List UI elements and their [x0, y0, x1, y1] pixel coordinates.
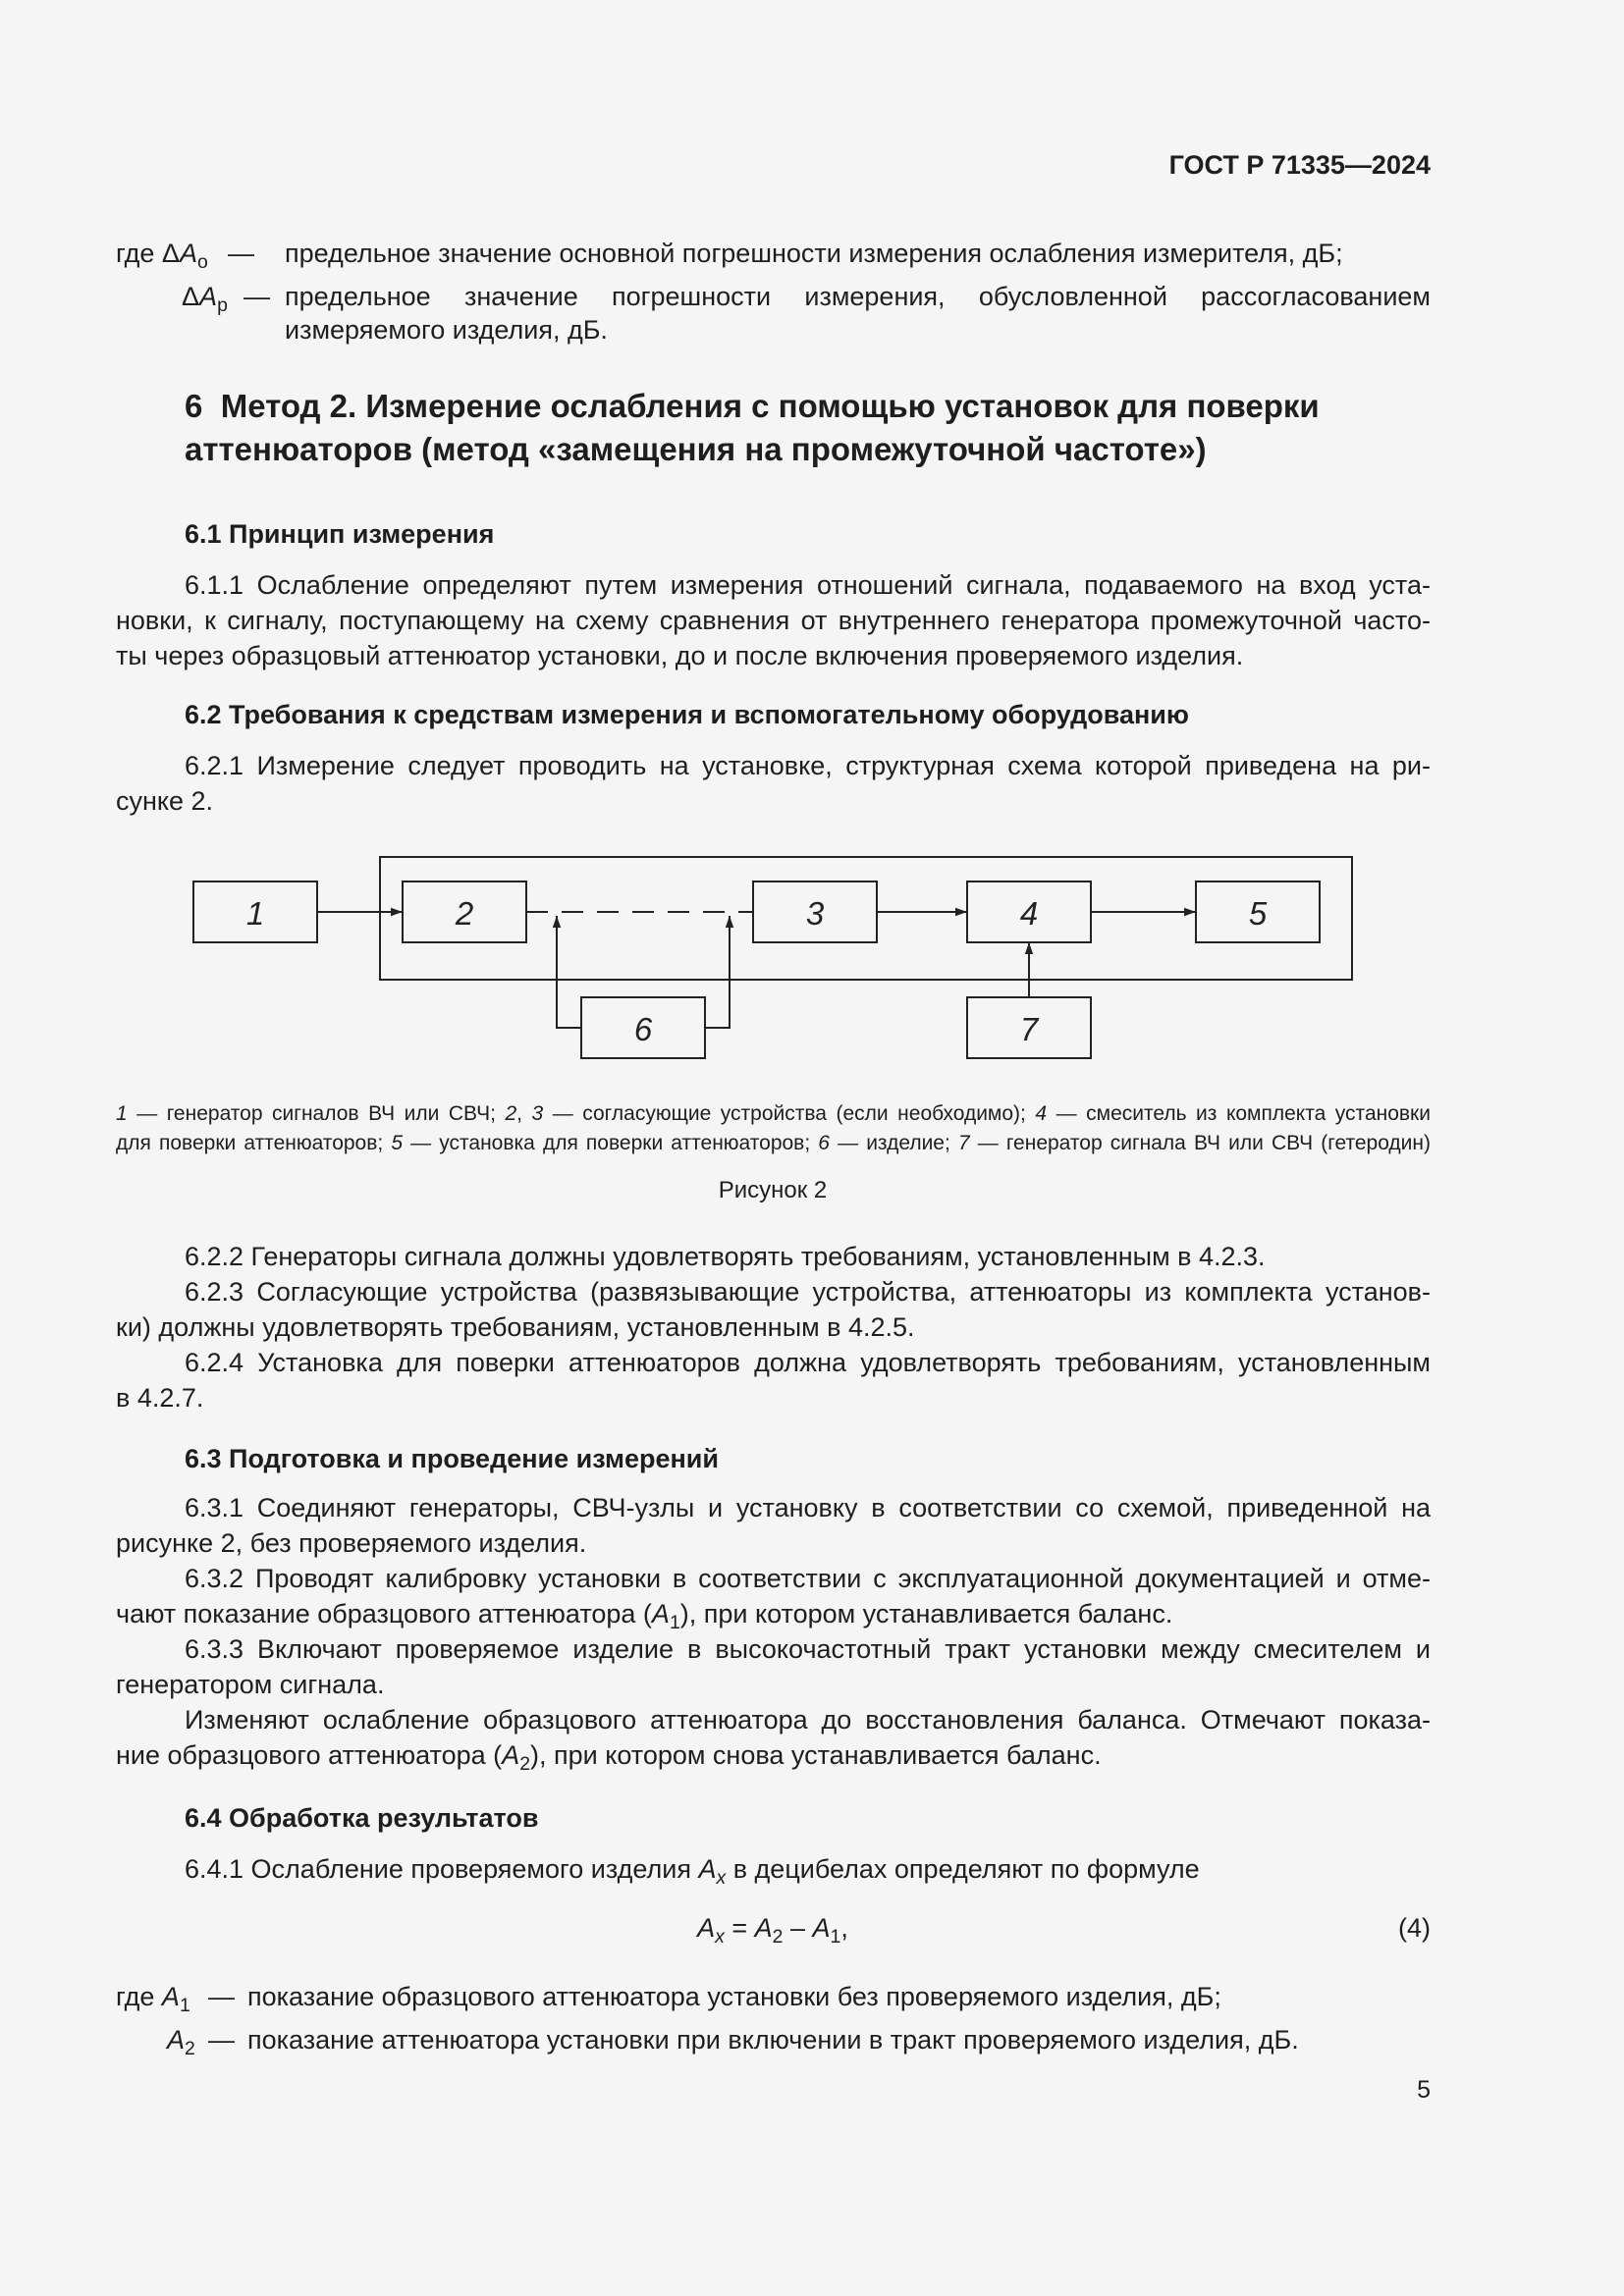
block-1-label: 1 — [245, 895, 265, 932]
where-a1-symbol: где $A_1$ — [116, 1982, 190, 2017]
where-a2-dash: — — [208, 2025, 235, 2055]
block-5-label: 5 — [1248, 895, 1268, 932]
block-6-label: 6 — [633, 1011, 653, 1047]
where-text-1: предельное значение основной погрешности измерения ослабления измерителя, дБ; — [285, 239, 1343, 268]
block-7-label: 7 — [1019, 1011, 1039, 1047]
where-prefix: где $\Delta A_о$ — [116, 239, 208, 274]
para-6-2-1-line2: сунке 2. — [116, 786, 214, 816]
where-a2-text: показание аттенюатора установки при включении в тракт проверяемого изделия, дБ. — [247, 2025, 1299, 2055]
figure-2-legend — [116, 1099, 1431, 1158]
para-6-2-3-line2: ки) должны удовлетворять требованиям, установленным в 4.2.5. — [116, 1312, 915, 1342]
para-6-2-4-line2: в 4.2.7. — [116, 1383, 204, 1413]
where-dash-1: — — [228, 239, 254, 268]
heading-6-3: 6.3 Подготовка и проведение измерений — [185, 1444, 719, 1473]
para-6-3-4-line2: ние образцового аттенюатора $(A_2)$, при котором снова устанавливается баланс. — [116, 1740, 1102, 1776]
figure-2-title: Рисунок 2 — [718, 1177, 828, 1203]
block-2-label: 2 — [455, 895, 474, 932]
figure-2-legend-line1: 1 — генератор сигналов ВЧ или СВЧ; 2, 3 — согласующие устройства (если необходимо); 4 — смеситель из комплекта установки — [116, 1102, 1431, 1125]
formula-4: $A_x = A_2 - A_1$, — [697, 1913, 848, 1949]
para-6-1-1-line1: 6.1.1 Ослабление определяют путем измерения отношений сигнала, подаваемого на вход уста- — [185, 570, 1431, 600]
arrow-6-to-2 — [557, 916, 581, 1028]
para-6-2-1-line1: 6.2.1 Измерение следует проводить на установке, структурная схема которой приведена на ри- — [185, 751, 1431, 780]
para-6-4-1: 6.4.1 Ослабление проверяемого изделия $A_x$ в децибелах определяют по формуле — [185, 1854, 1200, 1890]
para-6-3-1-line1: 6.3.1 Соединяют генераторы, СВЧ-узлы и установку в соответствии со схемой, приведенной на — [185, 1493, 1431, 1522]
figure-2-diagram — [0, 0, 1624, 1099]
para-6-3-4-line1: Изменяют ослабление образцового аттенюатора до восстановления баланса. Отмечают показа- — [185, 1705, 1431, 1735]
para-6-3-3-line2: генератором сигнала. — [116, 1670, 385, 1699]
para-6-1-1-line2: новки, к сигналу, поступающему на схему сравнения от внутреннего генератора промежуточной часто- — [116, 606, 1431, 635]
heading-6-4: 6.4 Обработка результатов — [185, 1803, 539, 1833]
block-3-label: 3 — [805, 895, 825, 932]
block-4-label: 4 — [1019, 895, 1039, 932]
para-6-3-1-line2: рисунке 2, без проверяемого изделия. — [116, 1528, 587, 1558]
page-number: 5 — [1417, 2076, 1431, 2104]
figure-2-legend-line2: для поверки аттенюаторов; 5 — установка для поверки аттенюаторов; 6 — изделие; 7 — генератор сигнала ВЧ или СВЧ (гетеродин) — [116, 1132, 1431, 1154]
document-code: ГОСТ Р 71335—2024 — [1168, 150, 1431, 180]
where-a1-dash: — — [208, 1982, 235, 2011]
where-symbol-2: $\Delta A_р$ — [182, 282, 228, 317]
where-text-2-line1: предельное значение погрешности измерения, обусловленной рассогласованием — [285, 282, 1431, 311]
where-text-2-line2: измеряемого изделия, дБ. — [285, 315, 608, 345]
para-6-2-2: 6.2.2 Генераторы сигнала должны удовлетворять требованиям, установленным в 4.2.3. — [185, 1242, 1266, 1271]
para-6-3-2-line1: 6.3.2 Проводят калибровку установки в соответствии с эксплуатационной документацией и отме- — [185, 1564, 1431, 1593]
heading-6-1: 6.1 Принцип измерения — [185, 519, 495, 549]
where-dash-2: — — [244, 282, 270, 311]
section-6-title-line2: аттенюаторов (метод «замещения на промежуточной частоте») — [185, 431, 1207, 467]
para-6-2-3-line1: 6.2.3 Согласующие устройства (развязывающие устройства, аттенюаторы из комплекта установ- — [185, 1277, 1431, 1307]
where-a1-text: показание образцового аттенюатора установки без проверяемого изделия, дБ; — [247, 1982, 1221, 2011]
para-6-3-3-line1: 6.3.3 Включают проверяемое изделие в высокочастотный тракт установки между смесителем и — [185, 1634, 1431, 1664]
arrow-6-to-3 — [705, 916, 730, 1028]
formula-number: (4) — [1398, 1913, 1431, 1943]
para-6-2-4-line1: 6.2.4 Установка для поверки аттенюаторов должна удовлетворять требованиям, установленным — [185, 1348, 1431, 1377]
para-6-3-2-line2: чают показание образцового аттенюатора $(A_1)$, при котором устанавливается баланс. — [116, 1599, 1173, 1634]
section-6-title-line1: 6 Метод 2. Измерение ослабления с помощью установок для поверки — [185, 388, 1320, 424]
para-6-1-1-line3: ты через образцовый аттенюатор установки, до и после включения проверяемого изделия. — [116, 641, 1244, 670]
heading-6-2: 6.2 Требования к средствам измерения и вспомогательному оборудованию — [185, 700, 1189, 729]
where-a2-symbol: $A_2$ — [167, 2025, 195, 2060]
